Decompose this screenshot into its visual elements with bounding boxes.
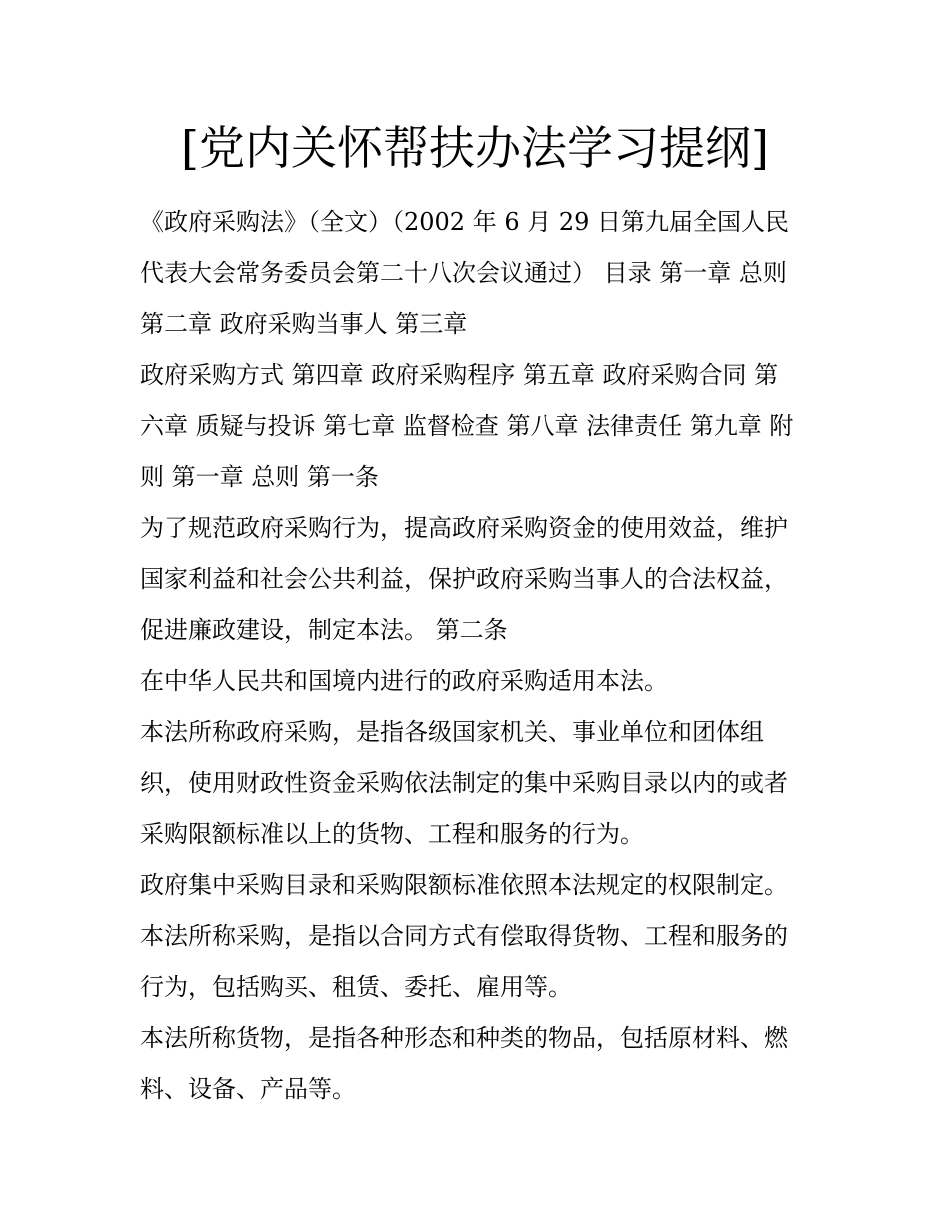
text-line: 织，使用财政性资金采购依法制定的集中采购目录以内的或者 xyxy=(140,769,788,797)
text-line: 代表大会常务委员会第二十八次会议通过） 目录 第一章 总则 xyxy=(140,259,787,287)
text-line: 本法所称政府采购，是指各级国家机关、事业单位和团体组 xyxy=(140,718,764,746)
text-line: 采购限额标准以上的货物、工程和服务的行为。 xyxy=(140,820,644,848)
text-line: 本法所称采购，是指以合同方式有偿取得货物、工程和服务的 xyxy=(140,922,788,950)
text-line: 政府集中采购目录和采购限额标准依照本法规定的权限制定。 xyxy=(140,871,788,899)
text-line: 促进廉政建设，制定本法。 第二条 xyxy=(140,616,508,644)
text-line: 则 第一章 总则 第一条 xyxy=(140,463,379,491)
text-line: 为了规范政府采购行为，提高政府采购资金的使用效益，维护 xyxy=(140,514,788,542)
text-line: 国家利益和社会公共利益，保护政府采购当事人的合法权益， xyxy=(140,565,788,593)
document-body xyxy=(140,200,820,1118)
text-line: 在中华人民共和国境内进行的政府采购适用本法。 xyxy=(140,667,668,695)
text-line: 第二章 政府采购当事人 第三章 xyxy=(140,310,468,338)
text-line: 本法所称货物，是指各种形态和种类的物品，包括原材料、燃 xyxy=(140,1024,788,1052)
text-line: 料、设备、产品等。 xyxy=(140,1075,356,1103)
text-line: 《政府采购法》（全文）（2002 年 6 月 29 日第九届全国人民 xyxy=(140,208,790,236)
document-title: [党内关怀帮扶办法学习提纲] xyxy=(181,121,769,175)
text-line: 六章 质疑与投诉 第七章 监督检查 第八章 法律责任 第九章 附 xyxy=(140,412,794,440)
text-line: 行为，包括购买、租赁、委托、雇用等。 xyxy=(140,973,572,1001)
text-line: 政府采购方式 第四章 政府采购程序 第五章 政府采购合同 第 xyxy=(140,361,779,389)
